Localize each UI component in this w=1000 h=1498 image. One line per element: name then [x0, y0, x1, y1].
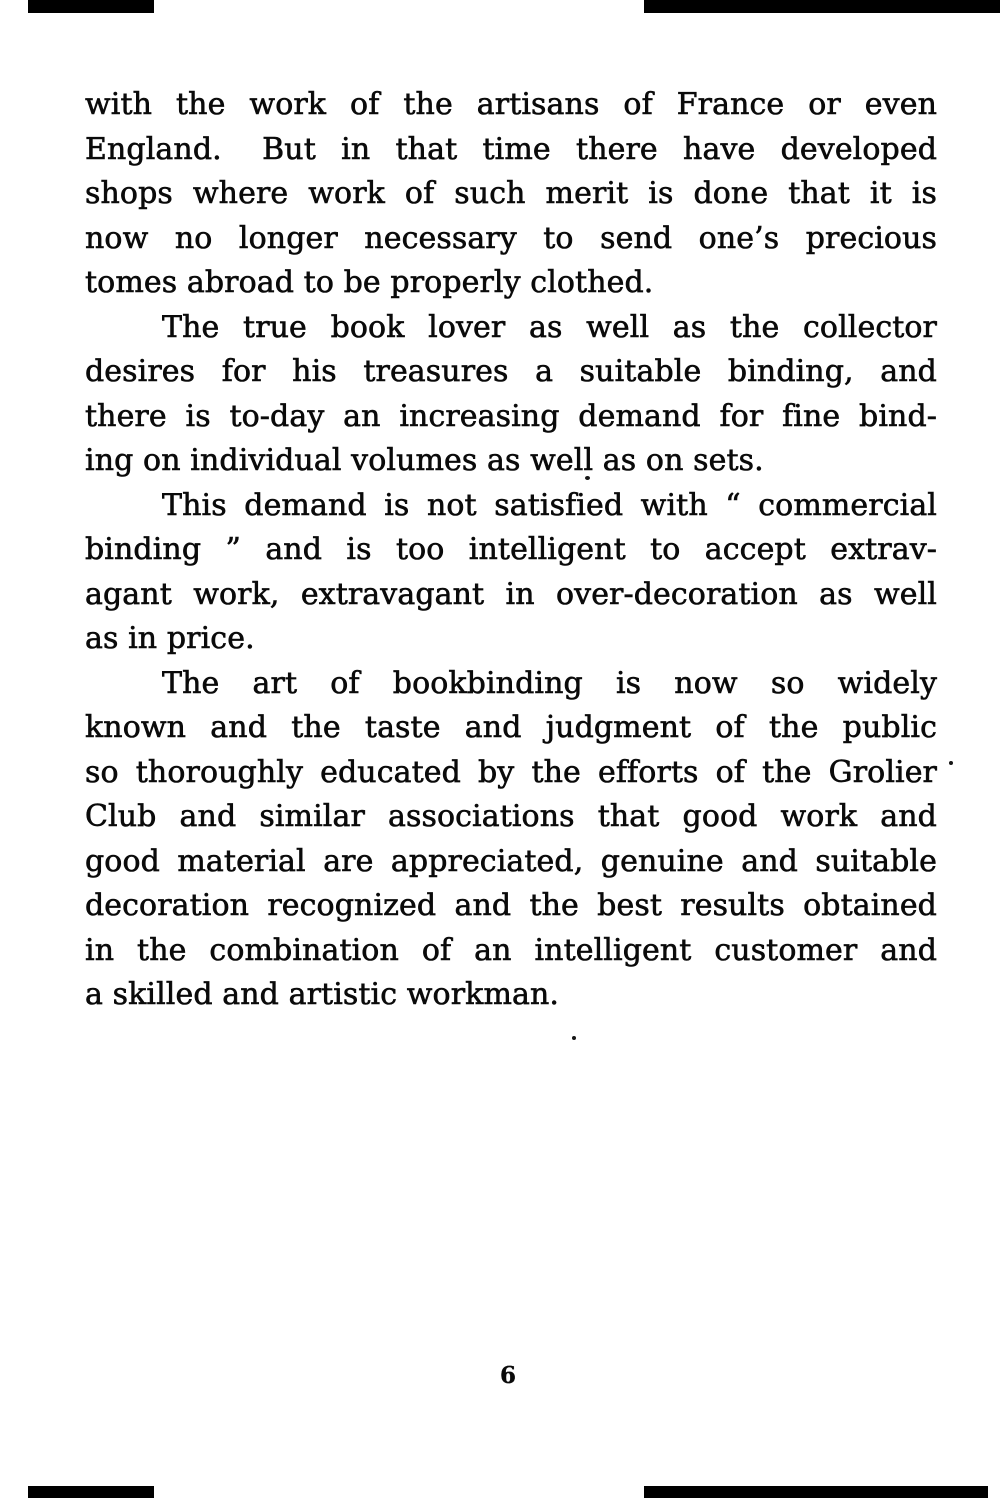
text-line: a skilled and artistic workman.	[85, 977, 560, 1012]
page-text	[85, 83, 937, 1018]
text-line: The art of bookbinding is now so widely	[162, 665, 937, 701]
text-line: in the combination of an intelligent customer and	[85, 932, 937, 968]
scan-artifact-bar-bottom-right	[644, 1486, 988, 1498]
text-line: agant work, extravagant in over-decoration as well	[85, 576, 937, 612]
text-line: shops where work of such merit is done that it is	[85, 176, 937, 211]
page-number: 6	[499, 1362, 516, 1389]
text-line: desires for his treasures a suitable binding, and	[85, 354, 937, 389]
text-line: with the work of the artisans of France or even	[85, 87, 937, 122]
text-line: The true book lover as well as the collector	[162, 309, 937, 345]
text-line: England. But in that time there have developed	[85, 131, 937, 167]
text-line: This demand is not satisfied with “ commercial	[162, 487, 937, 523]
text-line: tomes abroad to be properly clothed.	[85, 265, 654, 300]
scan-artifact-bar-top-right	[644, 0, 1000, 13]
text-line: Club and similar associations that good work and	[85, 799, 937, 834]
text-line: decoration recognized and the best results obtained	[85, 888, 937, 923]
text-line: now no longer necessary to send one’s precious	[85, 220, 937, 256]
scan-artifact-bar-bottom-left	[28, 1486, 154, 1498]
ink-speck	[949, 761, 953, 765]
scan-artifact-bar-top-left	[28, 0, 154, 13]
text-line: good material are appreciated, genuine and suitable	[85, 843, 937, 879]
text-line: ing on individual volumes as well as on sets.	[85, 443, 764, 478]
text-line: known and the taste and judgment of the public	[85, 710, 937, 745]
text-line: binding ” and is too intelligent to accept extrav-	[85, 532, 937, 567]
text-line: so thoroughly educated by the efforts of the Grolier	[85, 754, 937, 790]
text-line: as in price.	[85, 621, 255, 656]
ink-speck	[572, 1036, 576, 1040]
text-line: there is to-day an increasing demand for fine bind-	[85, 398, 937, 434]
